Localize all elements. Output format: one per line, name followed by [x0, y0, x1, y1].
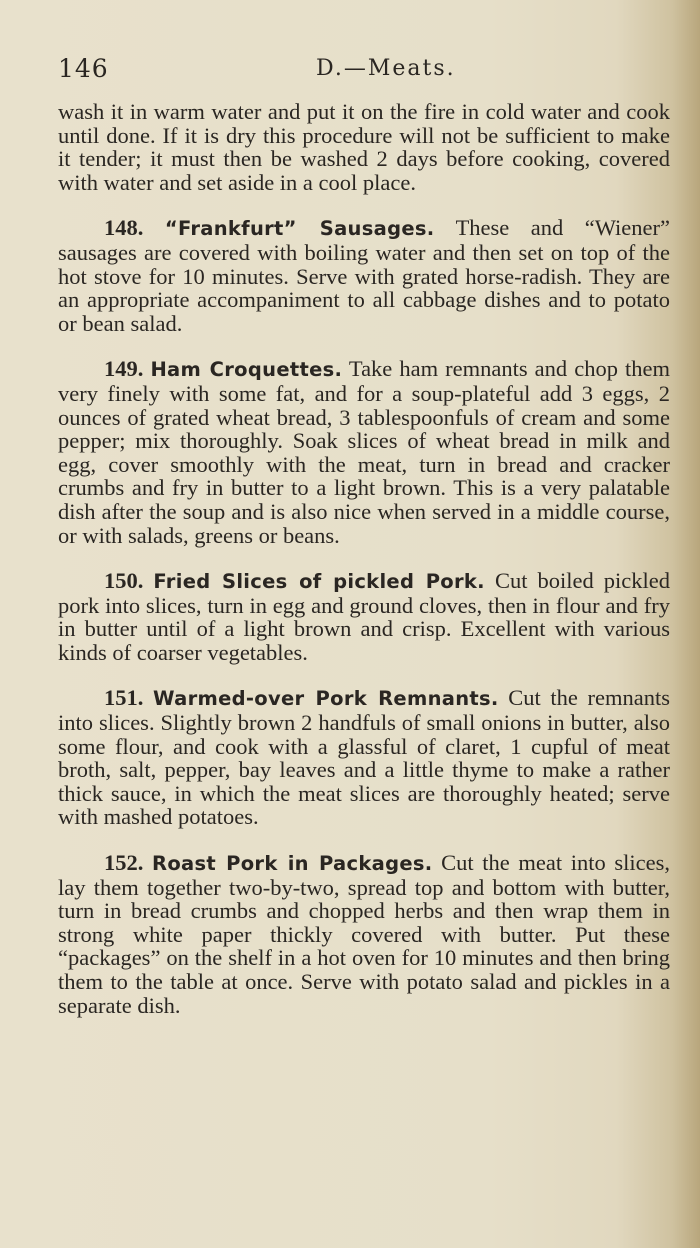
- recipe-text: Cut the remnants into slices. Slightly brown 2 handfuls of small onions in butter, also some flour, and cook with a glassful of claret, 1 cupful of meat broth, salt, pepper, bay leaves and a little thyme to make a rather thick sauce, in which the meat slices are thoroughly heated; serve with mashed potatoes.: [58, 685, 671, 830]
- recipe-title: Fried Slices of pickled Pork.: [153, 570, 485, 594]
- recipe-149: [58, 357, 670, 547]
- recipe-text: These and “Wiener” sausages are covered with boiling water and then set on top of the hot stove for 10 minutes. Serve with grated horse-radish. They are an appropriate accompaniment to all cabbage dishes and to potato or bean salad.: [58, 215, 670, 336]
- recipe-151: [58, 686, 670, 829]
- recipe-text: Cut boiled pickled pork into slices, turn in egg and ground cloves, then in flour and fry in butter until of a light brown and crisp. Excellent with various kinds of coarser vegetables.: [58, 568, 671, 665]
- recipe-text: Cut the meat into slices, lay them together two-by-two, spread top and bottom with butter, turn in bread crumbs and chopped herbs and then wrap them in strong white paper thickly covered with butter. Put these “packages” on the shelf in a hot oven for 10 minutes and then bring them to the table at once. Serve with potato salad and pickles in a separate dish.: [58, 850, 670, 1018]
- recipe-152: [58, 851, 670, 1017]
- continued-paragraph: wash it in warm water and put it on the fire in cold water and cook until done. If it is dry this procedure will not be sufficient to make it tender; it must then be washed 2 days before cooking, covered with water and set aside in a cool place.: [58, 99, 670, 195]
- recipe-title: “Frankfurt” Sausages.: [164, 217, 435, 241]
- recipe-title: Ham Croquettes.: [150, 358, 343, 382]
- recipe-number: 150.: [104, 568, 144, 594]
- recipe-150: [58, 569, 670, 664]
- recipe-number: 148.: [104, 215, 144, 241]
- page-header: [58, 48, 670, 88]
- recipe-number: 152.: [104, 850, 144, 876]
- recipe-number: 149.: [104, 356, 144, 382]
- recipe-148: [58, 216, 670, 335]
- recipe-text: Take ham remnants and chop them very finely with some fat, and for a soup-plateful add 3 eggs, 2 ounces of grated wheat bread, 3 tablespoonfuls of cream and some pepper; mix thoroughly. Soak slices of wheat bread in milk and egg, cover smoothly with the meat, turn in bread and cracker crumbs and fry in butter to a light brown. This is a very palatable dish after the soup and is also nice when served in a middle course, or with salads, greens or beans.: [58, 356, 671, 548]
- recipe-title: Warmed-over Pork Remnants.: [153, 687, 499, 711]
- page-body: [58, 100, 670, 1017]
- recipe-number: 151.: [104, 685, 144, 711]
- page-number: 146: [58, 54, 109, 83]
- running-head: D.—Meats.: [316, 56, 456, 81]
- recipe-title: Roast Pork in Packages.: [152, 852, 433, 876]
